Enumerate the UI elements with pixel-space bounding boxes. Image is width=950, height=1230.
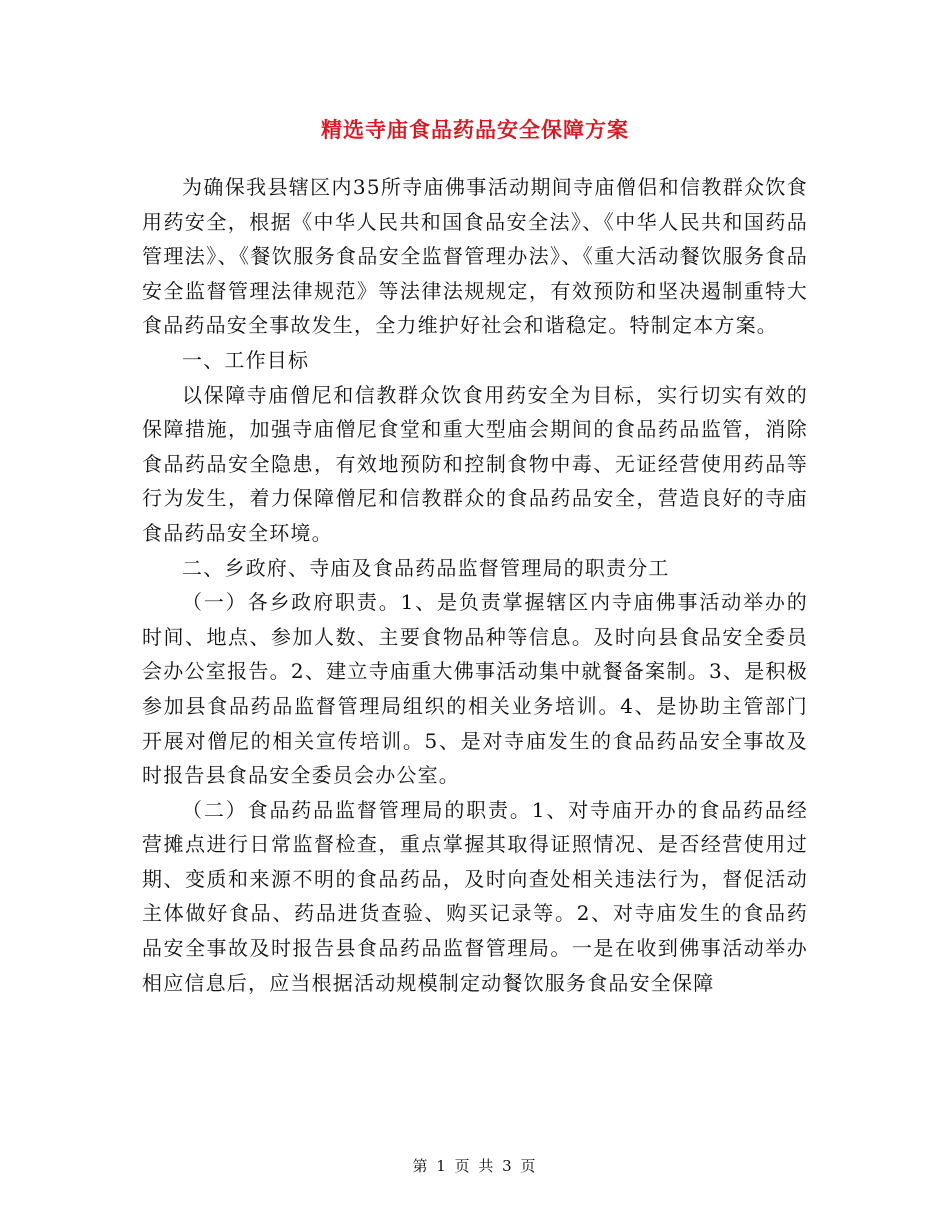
paragraph-intro: 为确保我县辖区内35所寺庙佛事活动期间寺庙僧侣和信教群众饮食用药安全，根据《中华人民共和国食品安全法》、《中华人民共和国药品管理法》、《餐饮服务食品安全监督管理办法》、《重大活动餐饮服务食品安全监督管理法律规范》等法律法规规定，有效预防和坚决遏制重特大食品药品安全事故发生，全力维护好社会和谐稳定。特制定本方案。 xyxy=(142,175,808,338)
document-title: 精选寺庙食品药品安全保障方案 xyxy=(321,118,629,142)
document-body xyxy=(142,170,808,1000)
paragraph-fda-duties: （二）食品药品监督管理局的职责。1、对寺庙开办的食品药品经营摊点进行日常监督检查，重点掌握其取得证照情况、是否经营使用过期、变质和来源不明的食品药品，及时向查处相关违法行为，督促活动主体做好食品、药品进货查验、购买记录等。2、对寺庙发生的食品药品安全事故及时报告县食品药品监督管理局。一是在收到佛事活动举办相应信息后，应当根据活动规模制定动餐饮服务食品安全保障 xyxy=(142,797,808,995)
section-heading-2: 二、乡政府、寺庙及食品药品监督管理局的职责分工 xyxy=(182,555,670,580)
paragraph-township-duties: （一）各乡政府职责。1、是负责掌握辖区内寺庙佛事活动举办的时间、地点、参加人数、主要食物品种等信息。及时向县食品安全委员会办公室报告。2、建立寺庙重大佛事活动集中就餐备案制。3、是积极参加县食品药品监督管理局组织的相关业务培训。4、是协助主管部门开展对僧尼的相关宣传培训。5、是对寺庙发生的食品药品安全事故及时报告县食品安全委员会办公室。 xyxy=(142,590,808,788)
section-heading-1: 一、工作目标 xyxy=(182,347,310,372)
paragraph-goal: 以保障寺庙僧尼和信教群众饮食用药安全为目标，实行切实有效的保障措施，加强寺庙僧尼食堂和重大型庙会期间的食品药品监管，消除食品药品安全隐患，有效地预防和控制食物中毒、无证经营使用药品等行为发生，着力保障僧尼和信教群众的食品药品安全，营造良好的寺庙食品药品安全环境。 xyxy=(142,382,808,545)
page-footer: 第 1 页 共 3 页 xyxy=(412,1157,538,1175)
